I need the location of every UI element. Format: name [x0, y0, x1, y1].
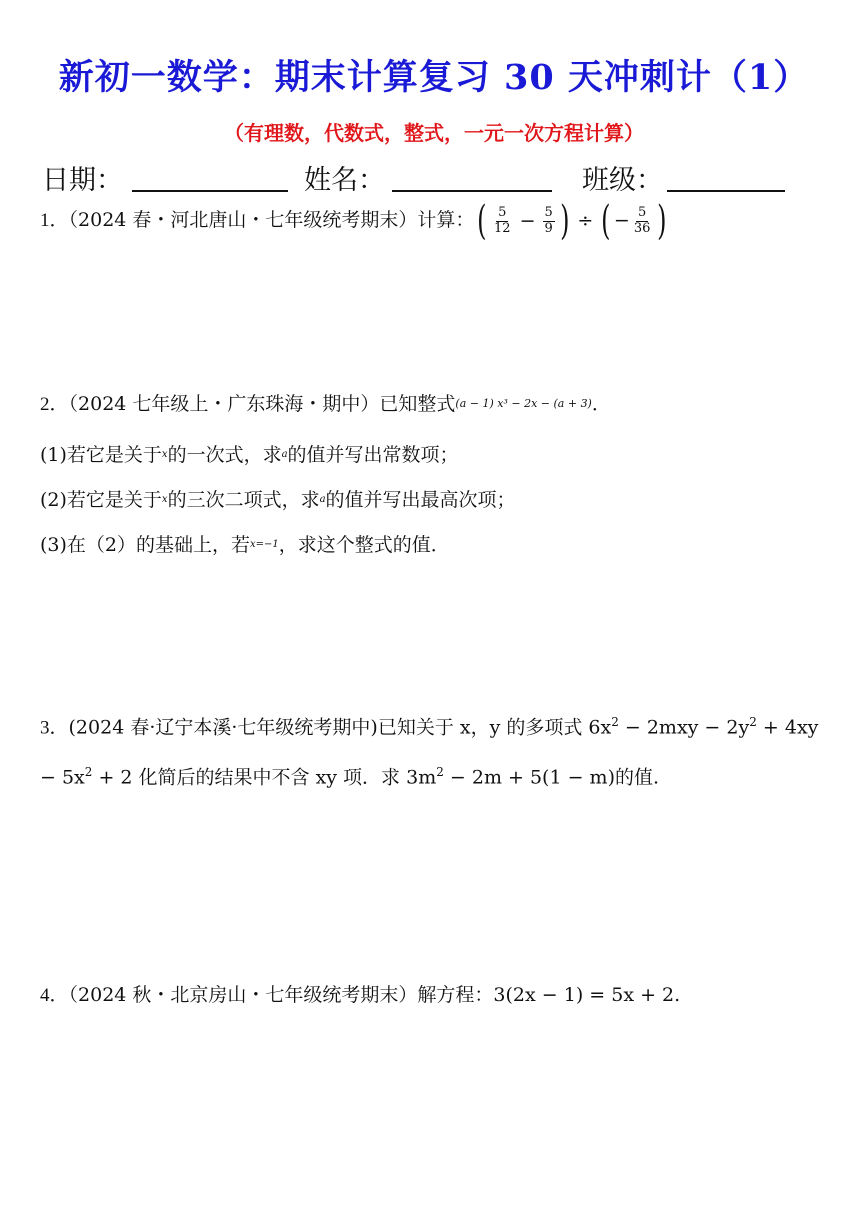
question-1-number: 1． [40, 210, 69, 231]
question-2-part-3: (3)在（2）的基础上，若$^{x=-1}$，求这个整式的值． [40, 534, 450, 556]
fraction-5-9: $\frac{5}{9}$ [544, 204, 553, 236]
student-info-line [42, 158, 842, 198]
page-subtitle: （有理数，代数式，整式，一元一次方程计算） [224, 121, 644, 145]
date-blank[interactable] [132, 190, 288, 192]
date-label: 日期： [42, 165, 123, 196]
name-blank[interactable] [392, 190, 552, 192]
question-2-part-1: (1)若它是关于$^x$的一次式，求$^a$的值并写出常数项； [40, 444, 459, 466]
class-blank[interactable] [667, 190, 785, 192]
fraction-5-12: $\frac{5}{12}$ [494, 204, 511, 236]
question-2: 2．（2024 七年级上・广东珠海・期中）已知整式(a − 1) x³ − 2x − (a + 3)． [40, 393, 611, 415]
question-4-source: （2024 秋・北京房山・七年级统考期末）解方程： [68, 984, 494, 1006]
question-2-part-2: (2)若它是关于$^x$的三次二项式，求$^a$的值并写出最高次项； [40, 489, 516, 511]
question-1-source: （2024 春・河北唐山・七年级统考期末）计算： [68, 209, 475, 231]
question-2-expression: (a − 1) x³ − 2x − (a + 3) [455, 397, 592, 410]
question-4-number: 4． [40, 985, 69, 1006]
fraction-5-36: $\frac{5}{36}$ [633, 204, 651, 236]
question-2-source: （2024 七年级上・广东珠海・期中）已知整式 [68, 393, 456, 415]
question-3-number: 3． [40, 717, 69, 739]
class-label: 班级： [582, 165, 663, 196]
question-3: 3．(2024 春·辽宁本溪·七年级统考期中)已知关于 x，y 的多项式 $6x^2 - 2mxy - 2y^2 + 4xy - 5x^2 + 2$ 化简后的结果中不含 xy 项．求 $3m^2 - 2m + 5(1 - m)$的值. [40, 715, 819, 789]
page-title: 新初一数学：期末计算复习 30 天冲刺计（1） [58, 57, 810, 98]
name-label: 姓名： [304, 165, 385, 196]
question-4 [40, 984, 680, 1008]
question-2-number: 2． [40, 394, 69, 415]
question-4-equation: 3(2x − 1) = 5x + 2. [493, 984, 681, 1006]
question-3-source: (2024 春·辽宁本溪·七年级统考期中) [68, 716, 378, 739]
question-1: 1．（2024 春・河北唐山・七年级统考期末）计算：( $\frac{5}{12}$ − $\frac{5}{9}$ ) ÷ ( − $\frac{5}{36}$ ) [40, 198, 667, 244]
